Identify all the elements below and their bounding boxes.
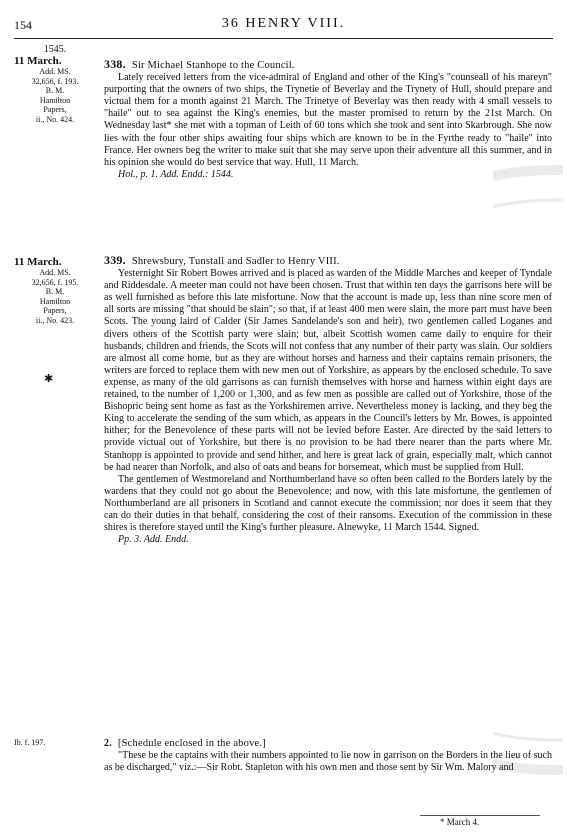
margin-ref: B. M. <box>45 287 65 296</box>
margin-note-schedule <box>14 738 96 748</box>
entry-title: Shrewsbury, Tunstall and Sadler to Henry VIII. <box>131 256 340 267</box>
margin-date: 11 March. <box>14 55 62 67</box>
margin-asterisk-mark: ✱ <box>44 373 54 385</box>
entry-paragraph: The gentlemen of Westmoreland and Northumberland have so often been called to the Borders lately by the wardens that they could not go about the Benevolence; and now, with this late misfortune, the gentlemen of Northumberland are all prisoners in Scotland and cannot execute the commission; nor does it seem that they can do their duties in that behalf, considering the cost of their ransoms. Execution of the commission in these shires is therefore stayed until the King's further pleasure. Alnewyke, 11 March 1544. Signed. <box>104 473 552 534</box>
entry-paragraph: Yesternight Sir Robert Bowes arrived and is placed as warden of the Middle Marches and keeper of Tyndale and Riddesdale. A meeter man could not have been chosen. Trust that within ten days the garrisons here will be as well furnished as before this late misfortune. Now that the account is made up, less than nine score men of all sorts are missing "that should be slain"; so that, if at least 400 men were slain, the more part must have been Scots. The young laird of Calder (Sir James Sandelande's son and heir), two gentlemen called Loganes and divers others of the Scottish party were slain; but, albeit Scottish women came daily to enquire for their husbands, children and friends, the Scots will not confess that any number of their party was slain. Our soldiers are almost all come home, but as they are without horses and harness and their captains remain prisoners, the writers are forced to replace them with new men out of Yorkshire, as appears by the enclosed schedule. To save expense, as many of the old garrisons as can furnish themselves with horse and harness within eight days are retained, to the number of 1,200 or 1,300, and as few men as possible are called out of Yorkshire, those of the Bishopric being sent home as fast as the Yorkshiremen arrive. Nevertheless money is lacking, and they beg the King to accelerate the sending of the sum which, as appears in the Council's letters by Mr. Bowes, is appointed hither; for the Benevolence of these parts will not be levied before Easter. Are directed by the said letters to provide victual out of Yorkshire, but there is no provision to be had there nearer than the parts where Mr. Stanhopp is appointed to provide and send hither, and here is great lack of grain, especially malt, which cannot be had nearer than Norfolk, and also of oats and beans for horsemeat, which must be supplied from Hull. <box>104 268 552 473</box>
margin-ref: ii., No. 423. <box>35 315 75 325</box>
margin-ref: Add. MS. <box>39 67 71 76</box>
entry-number: 339. <box>104 253 126 267</box>
margin-date: 11 March. <box>14 256 62 268</box>
margin-ref: Hamilton <box>39 95 71 105</box>
entry-meta: Hol., p. 1. Add. Endd.: 1544. <box>118 168 234 180</box>
margin-ref: Add. MS. <box>39 268 71 277</box>
page-number: 154 <box>14 18 32 32</box>
running-head: 36 HENRY VIII. <box>221 16 346 31</box>
entry-338 <box>104 58 552 181</box>
margin-ref: Ib. f. 197. <box>14 738 46 747</box>
margin-ref: Papers, <box>43 306 67 315</box>
entry-title: Sir Michael Stanhope to the Council. <box>131 60 295 71</box>
margin-ref: ii., No. 424. <box>35 114 75 124</box>
margin-ref: 32,656, f. 195. <box>31 277 79 287</box>
footnote: * March 4. <box>440 817 480 827</box>
entry-heading <box>104 58 552 72</box>
entry-paragraph: Lately received letters from the vice-admiral of England and other of the King's "counseall of his mareyn" purporting that the owners of two ships, the Trynetie of Beverlay and the Trynety of Hull, should prepare and victual them for a month against 21 March. The Trinetye of Beverlay was then ready with 4 small vessels to "haile" out to sea against the King's enemies, but the master promised to return by the 21st March. On Wednesday last* she met with a topman of Leith of 60 tons which she took and sent into Skarbrough. She now lies with the four other ships awaiting four ships which are known to be in the Fyrthe ready to "haile" into France. Her owners beg the writer to make suit that she may serve upon their adventure all this summer, and in his opinion she would do best service that way. Hull, 11 March. <box>104 72 552 168</box>
entry-meta: Pp. 3. Add. Endd. <box>118 534 189 546</box>
entry-number: 2. <box>104 738 112 749</box>
entry-number: 338. <box>104 57 126 71</box>
entry-schedule <box>104 738 552 774</box>
margin-ref: Papers, <box>43 105 67 114</box>
entry-title: [Schedule enclosed in the above.] <box>117 738 266 749</box>
margin-note-339 <box>14 256 96 325</box>
margin-ref: B. M. <box>45 86 65 95</box>
entry-heading <box>104 254 552 268</box>
margin-year: 1545. <box>43 44 67 55</box>
margin-ref: Hamilton <box>39 296 71 306</box>
entry-paragraph: "These be the captains with their numbers appointed to lie now in garrison on the Borders in the lieu of such as be discharged," viz.:—Sir Robt. Stapleton with his own men and those sent by Sir Wm. Malory and <box>104 750 552 774</box>
margin-ref: 32,656, f. 193. <box>31 76 79 86</box>
entry-heading <box>104 738 552 750</box>
margin-note-338 <box>14 44 96 124</box>
header-rule <box>14 38 553 39</box>
footnote-rule <box>420 815 540 816</box>
entry-339 <box>104 254 552 546</box>
